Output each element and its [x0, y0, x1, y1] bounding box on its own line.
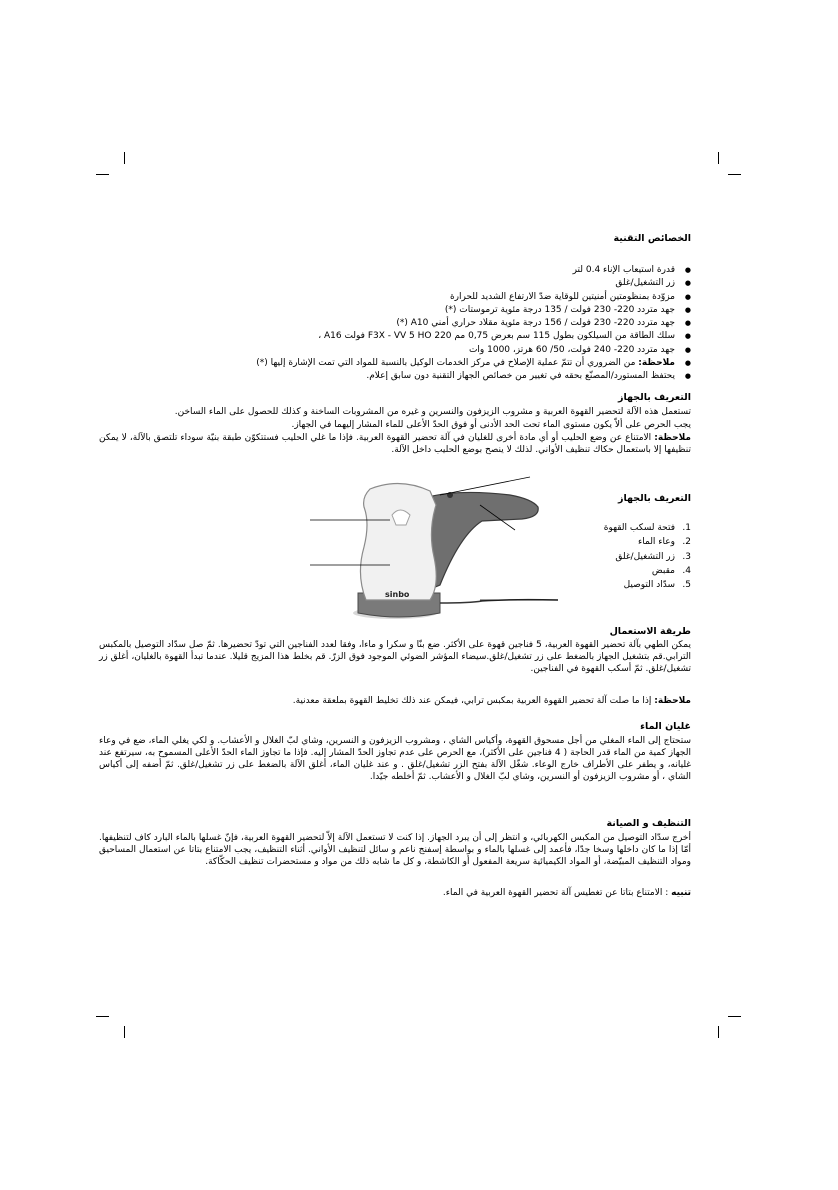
note-text: الامتناع عن وضع الحليب أو أي مادة أخرى للغليان في آلة تحضير القهوة العربية. فإذا ما غلي الحليب فستتكوّن طبقة بنيّة سوداء تلتصق بالآلة، لا يمكن تنظيفها إلا باستعمال حكاك تنظيف الأواني. لذلك لا ينصح بوضع الحليب داخل الآلة.	[99, 433, 691, 455]
crop-mark	[96, 174, 109, 175]
list-item: ● جهد متردد 220- 230 فولت / 156 درجة مئوية مقلاد حراري أمني A10 (*)	[99, 317, 691, 330]
note-text: من الضروري أن تتمّ عملية الإصلاح في مركز الخدمات الوكيل بالنسبة للمواد التي تمت الإشارة إليها (*)	[256, 358, 639, 369]
list-item: ● قدرة استيعاب الإناء 0.4 لتر	[99, 264, 691, 277]
list-item: ● جهد متردد 220- 230 فولت / 135 درجة مئوية ترموستات (*)	[99, 304, 691, 317]
intro-note	[99, 432, 691, 456]
part-label: سدّاد التوصيل	[623, 580, 675, 591]
list-item: ● جهد متردد 220- 240 فولت، 50/ 60 هرتز، 1000 وات	[99, 344, 691, 357]
crop-mark	[718, 1026, 719, 1038]
parts-list	[604, 521, 691, 592]
intro-title: التعريف بالجهاز	[617, 392, 691, 403]
usage-text: يمكن الطهي بآلة تحضير القهوة العربية، 5 فناجين قهوة على الأكثر. ضع بنّا و سكرا و ماءا، وفقا لعدد الفناجين التي تودّ تحضيرها. ثمّ صل سدّاد التوصيل بالمكبس الترابي.قم بتشغيل الجهاز بالضغط على زر تشغيل/غلق.سيضاء المؤشر الضوئي الموجود فوق الزرّ. قم بخلط هذا المزيج قليلا. عندما تبدأ القهوة بالغليان، أغلق زر تشغيل/غلق. ثمّ أسكب القهوة في الفناجين.	[99, 640, 691, 674]
list-item	[604, 564, 691, 578]
part-number: 4.	[682, 565, 691, 576]
boiling-text: ستحتاج إلى الماء المغلي من أجل مسحوق القهوة، وأكياس الشاي ، ومشروب الزيزفون و النسرين، وشاي لبّ الغلال و الأعشاب. و لكي يغلي الماء، ضع في وعاء الجهاز كمية من الماء قدر الحاجة ( 4 فناجين على الأكثر)، مع الحرص على عدم تجاوز الحدّ المشار إليه. فإذا ما تجاوز الماء الحدّ الأعلى المسموح به، سيرتفع عند غليانه، و يطفر على الأطراف خارج الوعاء. شغّل الآلة بفتح الزر تشغيل/غلق . و عند غليان الماء، أغلق الآلة بالضغط على زر تشغيل/غلق. ثمّ أضفه إلى أكياس الشاي ، أو مشروب الزيزفون أو النسرين، وشاي لبّ الغلال و الأعشاب. ثمّ أخلطه جيّدا.	[99, 736, 691, 782]
list-item: ● زر التشغيل/غلق	[99, 277, 691, 290]
part-label: فتحة لسكب القهوة	[603, 523, 675, 533]
list-item: ● مزوّدة بمنظومتين أمنيتين للوقاية ضدّ الارتفاع الشديد للحرارة	[99, 291, 691, 304]
list-item: ● سلك الطاقة من السيلكون بطول 115 سم بعرض 0,75 مم F3X - VV 5 HO 220 فولت A16 ،	[99, 330, 691, 343]
crop-mark	[718, 152, 719, 164]
crop-mark	[728, 1016, 741, 1017]
cleaning-warning	[99, 887, 691, 899]
crop-mark	[96, 1016, 109, 1017]
specs-list	[99, 264, 691, 384]
list-item	[604, 578, 691, 592]
warning-label: تنبيه	[671, 888, 691, 898]
part-label: وعاء الماء	[638, 537, 675, 548]
cleaning-text: أخرج سدّاد التوصيل من المكبس الكهربائي، و انتظر إلى أن يبرد الجهاز. إذا كنت لا تستعمل الآلة إلاّ لتحضير القهوة العربية، فإنّ غسلها بالماء البارد كاف لتنظيفها. أمّا إذا ما كان داخلها وسخا جدّا، فأعمد إلى غسلها بالماء و بواسطة إسفنج ناعم و سائل لتنظيف الأواني. أثناء التنظيف، يجب الامتناع بتاتا عن استعمال المساحيق ومواد التنظيف المبيّضة، أو المواد الكيميائية سريعة المفعول أو الكاشطة، و كل ما شابه ذلك من مواد و مستحضرات تنظيف الحكّاكة.	[99, 833, 691, 867]
part-label: زر التشغيل/غلق	[615, 551, 675, 562]
cleaning-title: التنظيف و الصيانة	[606, 818, 691, 829]
note-text: إذا ما صلت آلة تحضير القهوة العربية بمكبس ترابي، فيمكن عند ذلك تخليط القهوة بملعقة معدنية.	[292, 696, 655, 706]
warning-text: : الامتناع بتاتا عن تغطيس آلة تحضير القهوة العربية في الماء.	[442, 888, 672, 898]
parts-title: التعريف بالجهاز	[617, 493, 691, 504]
note-label: ملاحظة:	[638, 358, 675, 369]
note-label: ملاحظة:	[654, 696, 691, 706]
boiling-title: غليان الماء	[640, 721, 691, 732]
usage-title: طريقة الاستعمال	[609, 626, 691, 637]
list-item	[99, 357, 691, 370]
pouring-spout	[392, 510, 410, 525]
crop-mark	[124, 1026, 125, 1038]
list-item	[604, 535, 691, 549]
list-item	[604, 521, 691, 535]
intro-line-1: تستعمل هذه الآلة لتحضير القهوة العربية و مشروب الزيزفون والنسرين و غيره من المشروبات الساخنة و كذلك للحصول على الماء الساخن.	[174, 407, 691, 417]
crop-mark	[124, 152, 125, 164]
list-item	[604, 550, 691, 564]
part-number: 3.	[682, 551, 691, 562]
list-item: ● يحتفظ المستورد/المصنّع بحقه في تغيير من خصائص الجهاز التقنية دون سابق إعلام.	[99, 370, 691, 383]
intro-line-2: يجب الحرص على ألاّ يكون مستوى الماء تحت الحد الأدنى أو فوق الحدّ الأعلى للماء المشار إليهما في الجهاز.	[291, 420, 691, 430]
part-number: 1.	[682, 523, 691, 533]
part-label: مقبض	[651, 565, 675, 576]
part-number: 2.	[682, 537, 691, 548]
brand-logo: sinbo	[385, 590, 410, 599]
note-label: ملاحظة:	[654, 433, 691, 443]
specs-title: الخصائص التقنية	[613, 233, 691, 244]
part-number: 5.	[682, 580, 691, 591]
crop-mark	[728, 174, 741, 175]
usage-note	[99, 695, 691, 707]
